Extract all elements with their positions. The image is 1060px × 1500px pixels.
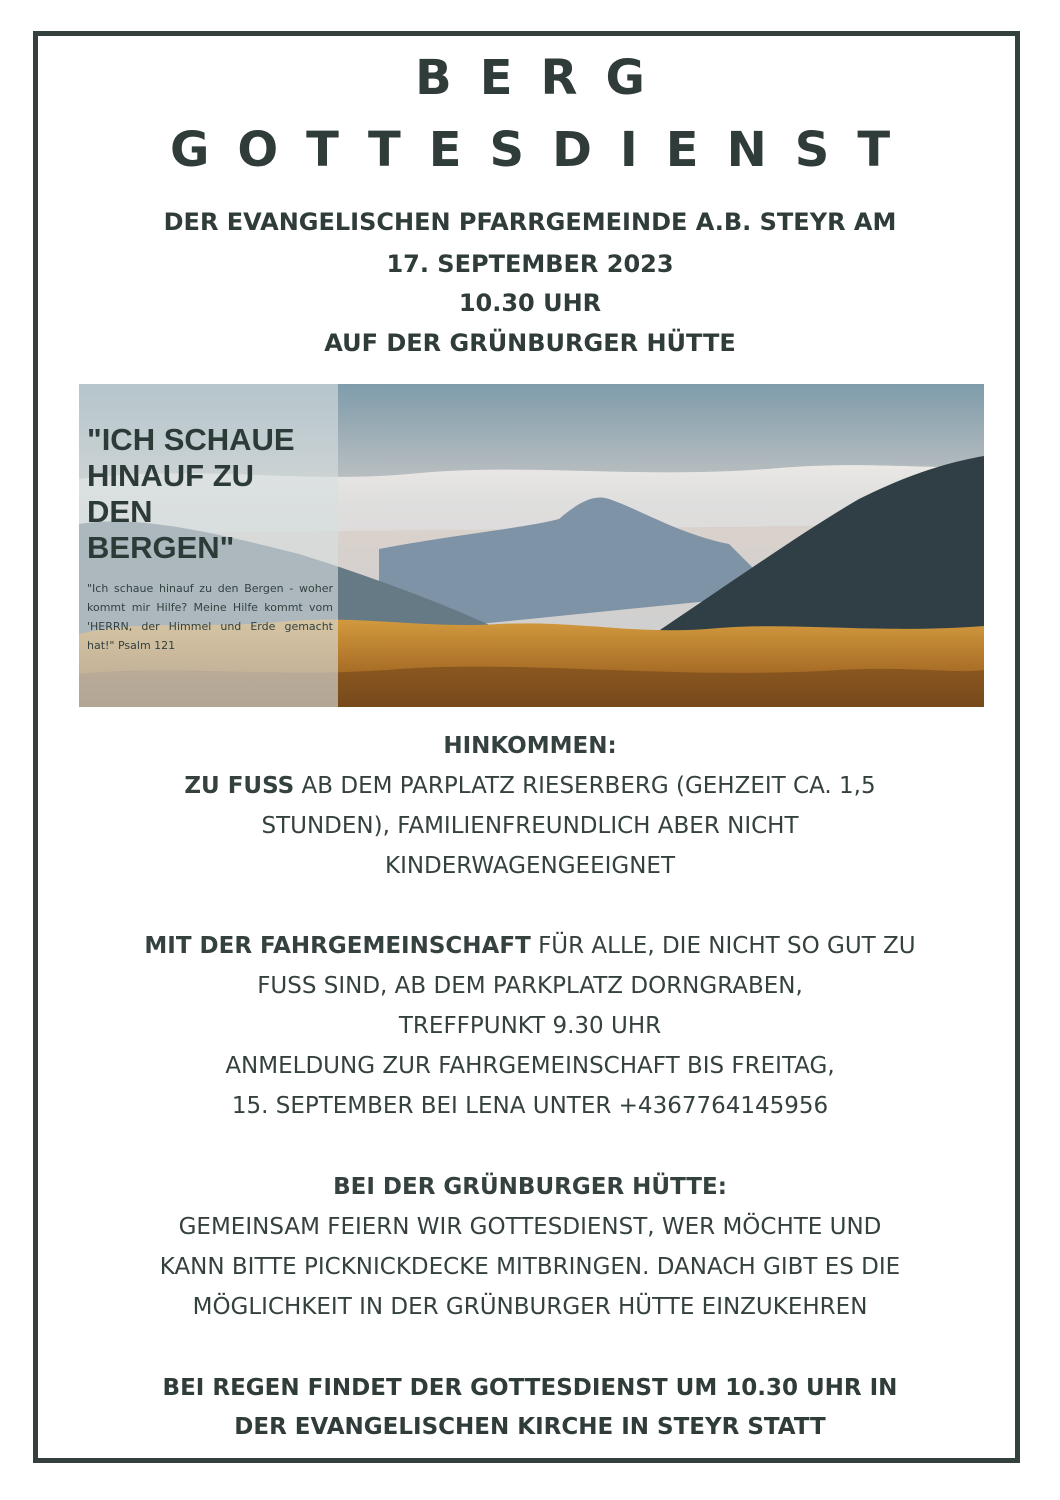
subtitle-location: AUF DER GRÜNBURGER HÜTTE [324,329,736,357]
arrival-foot-line2: STUNDEN), FAMILIENFREUNDLICH ABER NICHT [261,813,799,839]
carpool-line2: FUSS SIND, AB DEM PARKPLATZ DORNGRABEN, [257,973,803,999]
title-line-berg: BERG [415,50,673,106]
mountain-photo-banner [79,384,984,707]
carpool-line3: TREFFPUNKT 9.30 UHR [398,1013,662,1039]
quote-overlay-panel [79,384,338,707]
hut-section [60,1167,1000,1327]
arrival-foot-bold: ZU FUSS [184,773,295,799]
arrival-foot-line3: KINDERWAGENGEEIGNET [384,853,675,879]
title-line-gottesdienst: GOTTESDIENST [169,122,919,178]
carpool-text: FÜR ALLE, DIE NICHT SO GUT ZU [530,933,916,959]
arrival-foot-text: AB DEM PARPLATZ RIESERBERG (GEHZEIT CA. 1,5 [294,773,876,799]
hut-line2: KANN BITTE PICKNICKDECKE MITBRINGEN. DANACH GIBT ES DIE [159,1254,901,1280]
quote-title: "ICH SCHAUE HINAUF ZU DEN BERGEN" [87,422,295,565]
hut-line3: MÖGLICHKEIT IN DER GRÜNBURGER HÜTTE EINZUKEHREN [192,1294,868,1320]
subtitle-time: 10.30 UHR [458,289,602,317]
subtitle-parish: DER EVANGELISCHEN PFARRGEMEINDE A.B. STEYR AM [163,208,897,236]
carpool-bold: MIT DER FAHRGEMEINSCHAFT [144,933,531,959]
carpool-section [60,926,1000,1126]
carpool-line4: ANMELDUNG ZUR FAHRGEMEINSCHAFT BIS FREITAG, [225,1053,835,1079]
rain-notice-line2: DER EVANGELISCHEN KIRCHE IN STEYR STATT [234,1414,826,1440]
arrival-section [60,726,1000,886]
hut-line1: GEMEINSAM FEIERN WIR GOTTESDIENST, WER MÖCHTE UND [178,1214,882,1240]
carpool-line5: 15. SEPTEMBER BEI LENA UNTER +4367764145956 [231,1093,829,1119]
arrival-heading: HINKOMMEN: [443,733,617,759]
rain-notice-line1: BEI REGEN FINDET DER GOTTESDIENST UM 10.30 UHR IN [162,1375,898,1401]
carpool-line1 [60,926,1000,966]
quote-psalm-text: "Ich schaue hinauf zu den Bergen - woher kommt mir Hilfe? Meine Hilfe kommt vom 'HERRN, der Himmel und Erde gemacht hat!" Psalm 121 [87,582,333,652]
hut-heading: BEI DER GRÜNBURGER HÜTTE: [333,1174,727,1200]
subtitle-date: 17. SEPTEMBER 2023 [386,250,674,278]
arrival-foot-line1 [60,766,1000,806]
